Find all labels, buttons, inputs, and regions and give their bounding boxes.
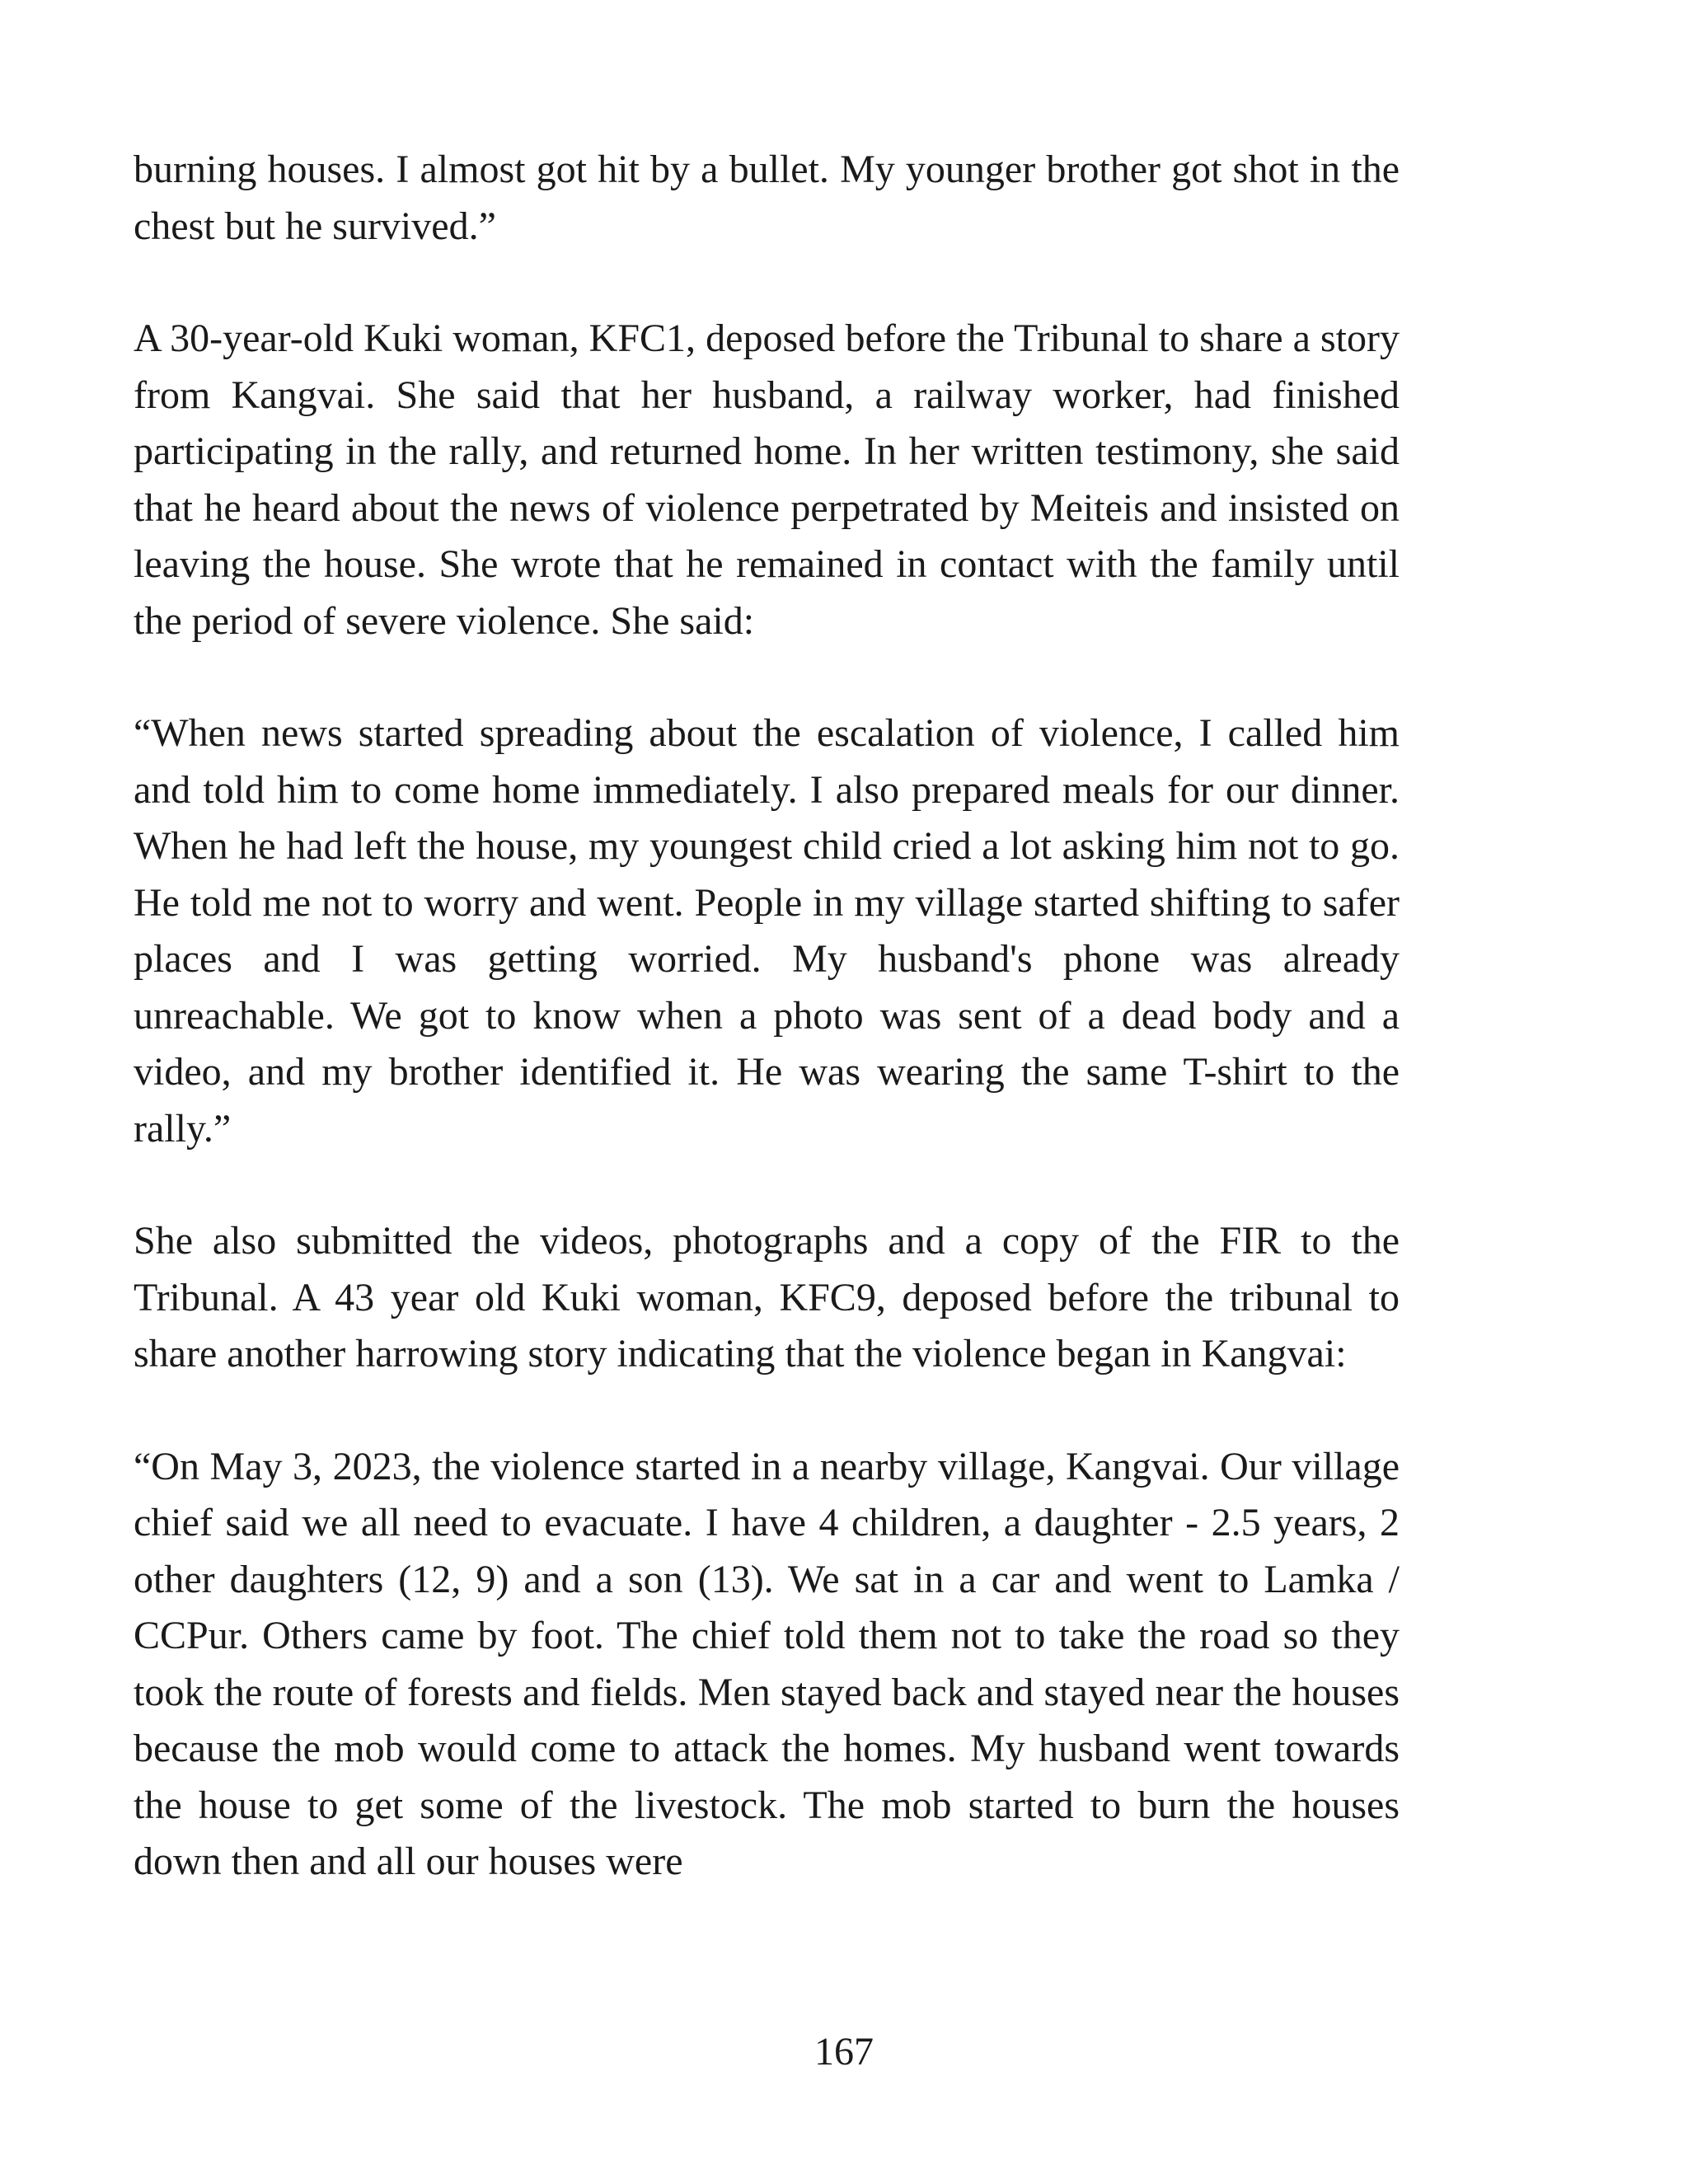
paragraph-kfc9-intro: She also submitted the videos, photographs and a copy of the FIR to the Tribunal. A 43 year old Kuki woman, KFC9, deposed before the tribunal to share another harrowing story indicating that the violence began in Kangvai:: [134, 1219, 1400, 1376]
paragraph-kfc9-quote: “On May 3, 2023, the violence started in a nearby village, Kangvai. Our village chief said we all need to evacuate. I have 4 children, a daughter - 2.5 years, 2 other daughters (12, 9) and a son (13). We sat in a car and went to Lamka / CCPur. Others came by foot. The chief told them not to take the road so they took the route of forests and fields. Men stayed back and stayed near the houses because the mob would come to attack the homes. My husband went towards the house to get some of the livestock. The mob started to burn the houses down then and all our houses were: [134, 1444, 1400, 1883]
body-text: [134, 142, 1400, 1891]
paragraph-kfc1-quote: “When news started spreading about the escalation of violence, I called him and told him to come home immediately. I also prepared meals for our dinner. When he had left the house, my youngest child cried a lot asking him not to go. He told me not to worry and went. People in my village started shifting to safer places and I was getting worried. My husband's phone was already unreachable. We got to know when a photo was sent of a dead body and a video, and my brother identified it. He was wearing the same T-shirt to the rally.”: [134, 711, 1400, 1151]
page-number: 167: [814, 2030, 874, 2074]
paragraph-kfc1-intro: A 30-year-old Kuki woman, KFC1, deposed before the Tribunal to share a story from Kangvai. She said that her husband, a railway worker, had finished participating in the rally, and returned home. In her written testimony, she said that he heard about the news of violence perpetrated by Meiteis and insisted on leaving the house. She wrote that he remained in contact with the family until the period of severe violence. She said:: [134, 316, 1400, 643]
paragraph-testimony-continuation: burning houses. I almost got hit by a bullet. My younger brother got shot in the chest but he survived.”: [134, 148, 1400, 248]
